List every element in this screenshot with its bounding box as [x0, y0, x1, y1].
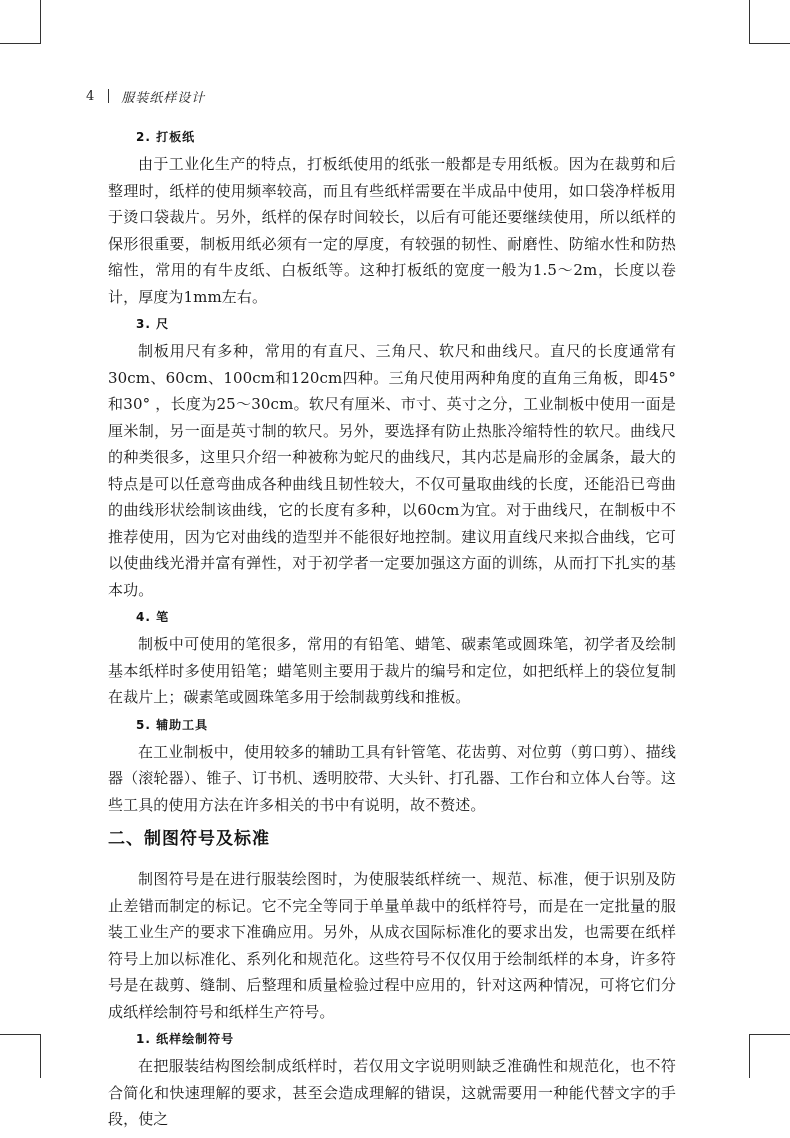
- section-heading-symbols: 二、制图符号及标准: [108, 829, 270, 849]
- heading-drawing-symbols: 1. 纸样绘制符号: [136, 1032, 235, 1046]
- crop-mark: [750, 43, 790, 44]
- crop-mark: [0, 43, 40, 44]
- paragraph-pen: 制板中可使用的笔很多，常用的有铅笔、蜡笔、碳素笔或圆珠笔，初学者及绘制基本纸样时多使用铅笔；蜡笔则主要用于裁片的编号和定位，如把纸样上的袋位复制在裁片上；碳素笔或圆珠笔多用于绘制裁剪线和推板。: [108, 635, 676, 706]
- running-header: [86, 86, 205, 106]
- page-body: [108, 128, 676, 1138]
- heading-ruler: 3. 尺: [136, 317, 170, 331]
- crop-mark: [40, 1034, 41, 1078]
- page-number: 4: [86, 88, 95, 104]
- book-title: 服装纸样设计: [121, 90, 206, 106]
- crop-mark: [0, 1034, 40, 1035]
- paragraph-paper: 由于工业化生产的特点，打板纸使用的纸张一般都是专用纸板。因为在裁剪和后整理时，纸样的使用频率较高，而且有些纸样需要在半成品中使用，如口袋净样板用于烫口袋裁片。另外，纸样的保存时间较长，以后有可能还要继续使用，所以纸样的保形很重要，制板用纸必须有一定的厚度，有较强的韧性、耐磨性、防缩水性和防热缩性，常用的有牛皮纸、白板纸等。这种打板纸的宽度一般为1.5～2m，长度以卷计，厚度为1mm左右。: [108, 155, 676, 306]
- crop-mark: [749, 0, 750, 44]
- crop-mark: [750, 1034, 790, 1035]
- paragraph-aux-tools: 在工业制板中，使用较多的辅助工具有针管笔、花齿剪、对位剪（剪口剪）、描线器（滚轮器）、锥子、订书机、透明胶带、大头针、打孔器、工作台和立体人台等。这些工具的使用方法在许多相关的书中有说明，故不赘述。: [108, 742, 676, 814]
- crop-mark: [40, 0, 41, 44]
- paragraph-drawing-symbols: 在把服装结构图绘制成纸样时，若仅用文字说明则缺乏准确性和规范化，也不符合简化和快速理解的要求，甚至会造成理解的错误，这就需要用一种能代替文字的手段，使之: [108, 1057, 676, 1128]
- crop-mark: [749, 1034, 750, 1078]
- paragraph-ruler: 制板用尺有多种，常用的有直尺、三角尺、软尺和曲线尺。直尺的长度通常有30cm、60cm、100cm和120cm四种。三角尺使用两种角度的直角三角板，即45° 和30° ，长度为25～30cm。软尺有厘米、市寸、英寸之分，工业制板中使用一面是厘米制，另一面是英寸制的软尺。另外，要选择有防止热胀冷缩特性的软尺。曲线尺的种类很多，这里只介绍一种被称为蛇尺的曲线尺，其内芯是扁形的金属条，最大的特点是可以任意弯曲成各种曲线且韧性较大，不仅可量取曲线的长度，还能沿已弯曲的曲线形状绘制该曲线，它的长度有多种，以60cm为宜。对于曲线尺，在制板中不推荐使用，因为它对曲线的造型并不能很好地控制。建议用直线尺来拟合曲线，它可以使曲线光滑并富有弹性，对于初学者一定要加强这方面的训练，从而打下扎实的基本功。: [108, 342, 676, 599]
- heading-pen: 4. 笔: [136, 610, 170, 624]
- heading-paper: 2. 打板纸: [136, 130, 196, 144]
- heading-aux-tools: 5. 辅助工具: [136, 717, 209, 732]
- paragraph-symbols: 制图符号是在进行服装绘图时，为使服装纸样统一、规范、标准，便于识别及防止差错而制定的标记。它不完全等同于单量单裁中的纸样符号，而是在一定批量的服装工业生产的要求下准确应用。另外，从成衣国际标准化的要求出发，也需要在纸样符号上加以标准化、系列化和规范化。这些符号不仅仅用于绘制纸样的本身，许多符号是在裁剪、缝制、后整理和质量检验过程中应用的，针对这两种情况，可将它们分成纸样绘制符号和纸样生产符号。: [108, 870, 676, 1021]
- header-divider: [108, 89, 109, 103]
